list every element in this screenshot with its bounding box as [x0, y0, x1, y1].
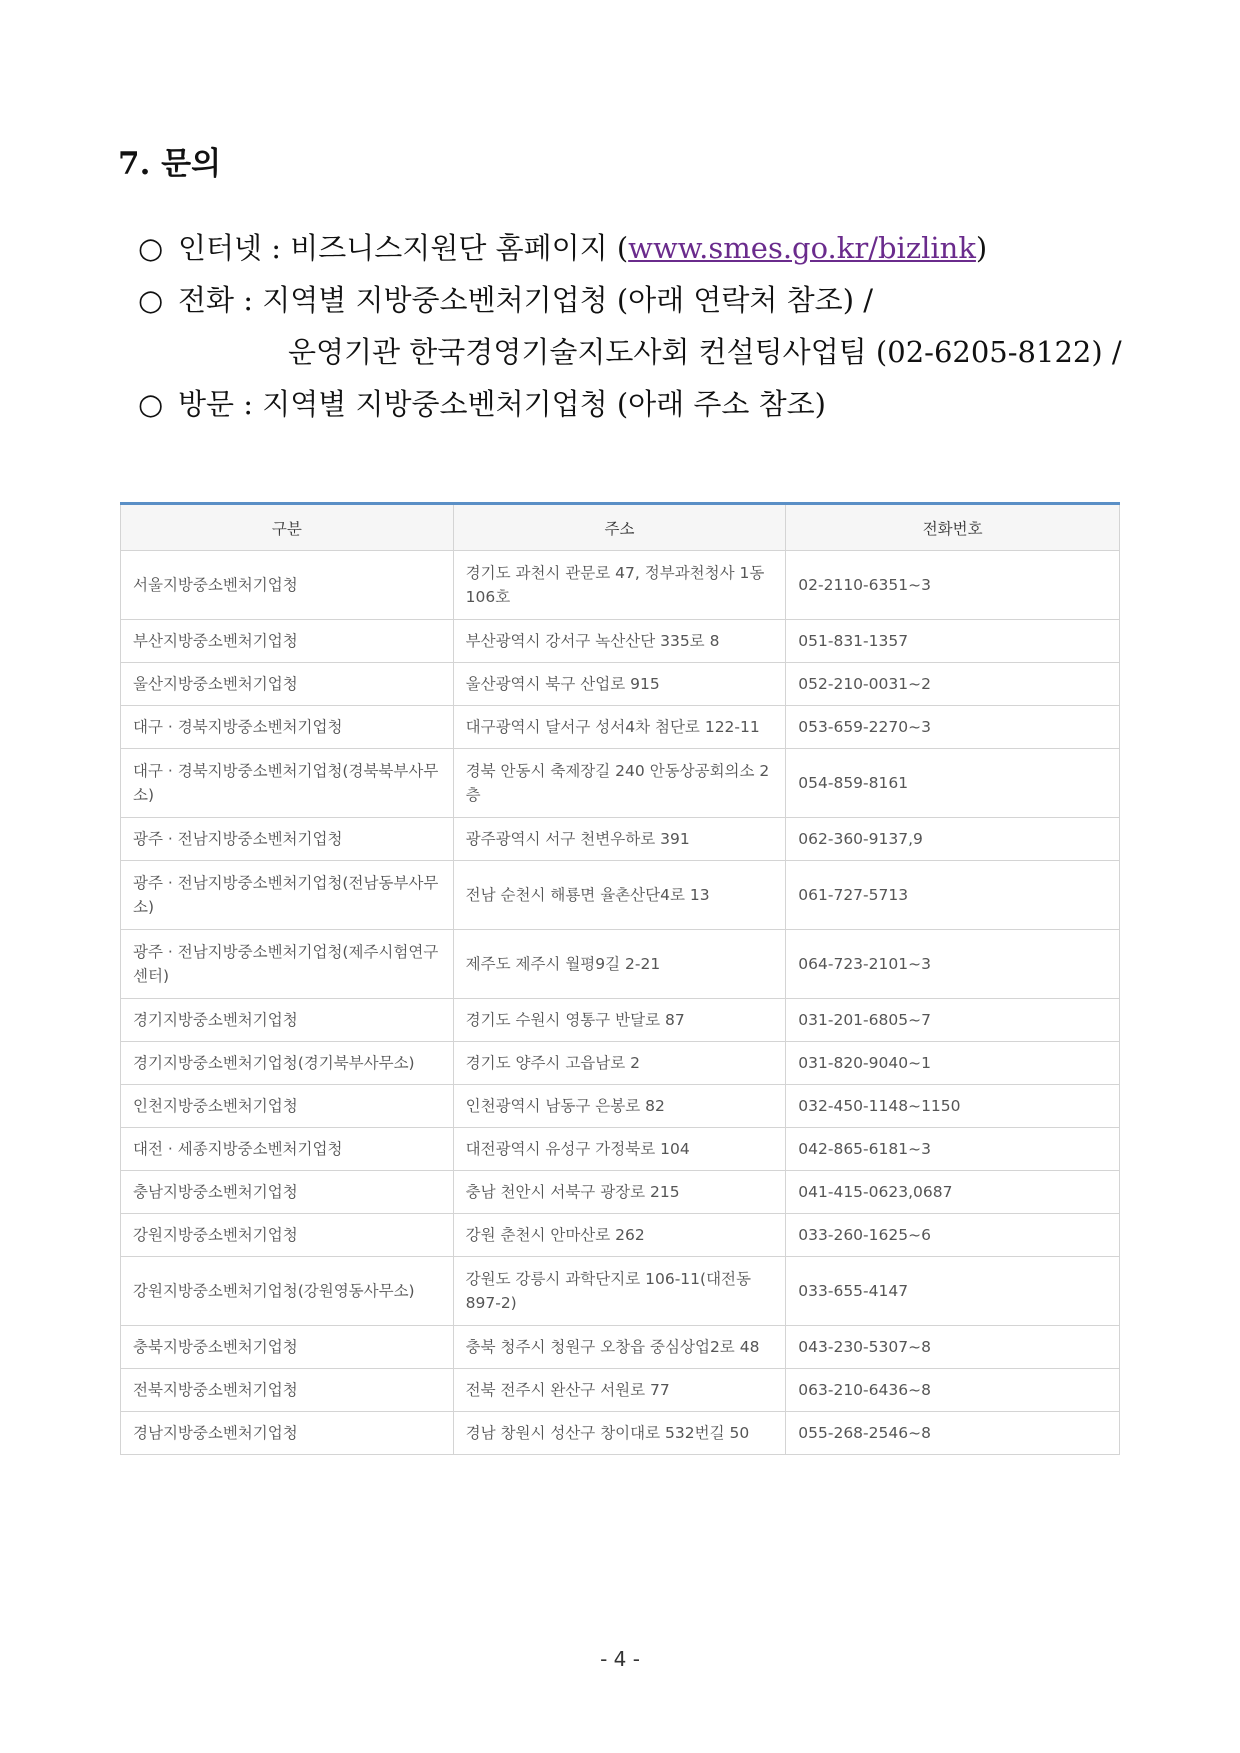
office-cell: 광주 · 전남지방중소벤처기업청(전남동부사무소)	[121, 861, 454, 930]
phone-cell: 054-859-8161	[786, 749, 1120, 818]
column-header-address: 주소	[453, 504, 786, 551]
office-cell: 인천지방중소벤처기업청	[121, 1085, 454, 1128]
office-cell: 부산지방중소벤처기업청	[121, 620, 454, 663]
address-cell: 제주도 제주시 월평9길 2-21	[453, 930, 786, 999]
table-row	[121, 999, 1120, 1042]
office-cell: 충남지방중소벤처기업청	[121, 1171, 454, 1214]
phone-contact-text: 전화 : 지역별 지방중소벤처기업청 (아래 연락처 참조) /	[178, 283, 873, 317]
table-row	[121, 930, 1120, 999]
phone-cell: 062-360-9137,9	[786, 818, 1120, 861]
table-row	[121, 1085, 1120, 1128]
address-cell: 경기도 과천시 관문로 47, 정부과천청사 1동 106호	[453, 551, 786, 620]
visit-contact-item	[138, 378, 1178, 430]
phone-cell: 042-865-6181~3	[786, 1128, 1120, 1171]
phone-cell: 043-230-5307~8	[786, 1326, 1120, 1369]
address-cell: 전북 전주시 완산구 서원로 77	[453, 1369, 786, 1412]
table-row	[121, 749, 1120, 818]
phone-contact-item	[138, 274, 1178, 326]
bullet-circle-icon: ○	[138, 283, 164, 317]
office-cell: 광주 · 전남지방중소벤처기업청	[121, 818, 454, 861]
office-cell: 충북지방중소벤처기업청	[121, 1326, 454, 1369]
internet-contact-suffix: )	[975, 231, 988, 265]
address-cell: 광주광역시 서구 천변우하로 391	[453, 818, 786, 861]
office-cell: 대전 · 세종지방중소벤처기업청	[121, 1128, 454, 1171]
table-row	[121, 1257, 1120, 1326]
internet-contact-text: 인터넷 : 비즈니스지원단 홈페이지 (	[178, 231, 629, 265]
table-header-row	[121, 504, 1120, 551]
phone-cell: 033-655-4147	[786, 1257, 1120, 1326]
phone-cell: 064-723-2101~3	[786, 930, 1120, 999]
phone-cell: 053-659-2270~3	[786, 706, 1120, 749]
phone-cell: 033-260-1625~6	[786, 1214, 1120, 1257]
office-cell: 강원지방중소벤처기업청	[121, 1214, 454, 1257]
address-cell: 강원도 강릉시 과학단지로 106-11(대전동 897-2)	[453, 1257, 786, 1326]
regional-office-table	[120, 502, 1120, 1455]
address-cell: 강원 춘천시 안마산로 262	[453, 1214, 786, 1257]
phone-cell: 02-2110-6351~3	[786, 551, 1120, 620]
bizlink-website-link[interactable]: www.smes.go.kr/bizlink	[628, 231, 976, 265]
column-header-office: 구분	[121, 504, 454, 551]
page-number: - 4 -	[600, 1647, 640, 1671]
table-row	[121, 1042, 1120, 1085]
office-cell: 경기지방중소벤처기업청	[121, 999, 454, 1042]
visit-contact-text: 방문 : 지역별 지방중소벤처기업청 (아래 주소 참조)	[178, 387, 826, 421]
phone-cell: 052-210-0031~2	[786, 663, 1120, 706]
table-row	[121, 1171, 1120, 1214]
office-cell: 서울지방중소벤처기업청	[121, 551, 454, 620]
table-row	[121, 1326, 1120, 1369]
table-row	[121, 620, 1120, 663]
address-cell: 충남 천안시 서북구 광장로 215	[453, 1171, 786, 1214]
phone-cell: 031-201-6805~7	[786, 999, 1120, 1042]
office-cell: 경기지방중소벤처기업청(경기북부사무소)	[121, 1042, 454, 1085]
phone-cell: 051-831-1357	[786, 620, 1120, 663]
office-cell: 경남지방중소벤처기업청	[121, 1412, 454, 1455]
address-cell: 전남 순천시 해룡면 율촌산단4로 13	[453, 861, 786, 930]
bullet-circle-icon: ○	[138, 387, 164, 421]
address-cell: 충북 청주시 청원구 오창읍 중심상업2로 48	[453, 1326, 786, 1369]
table-row	[121, 1369, 1120, 1412]
address-cell: 경기도 수원시 영통구 반달로 87	[453, 999, 786, 1042]
office-cell: 강원지방중소벤처기업청(강원영동사무소)	[121, 1257, 454, 1326]
table-row	[121, 1412, 1120, 1455]
table-row	[121, 663, 1120, 706]
address-cell: 인천광역시 남동구 은봉로 82	[453, 1085, 786, 1128]
phone-cell: 061-727-5713	[786, 861, 1120, 930]
table-row	[121, 1214, 1120, 1257]
office-cell: 대구 · 경북지방중소벤처기업청	[121, 706, 454, 749]
column-header-phone: 전화번호	[786, 504, 1120, 551]
address-cell: 대전광역시 유성구 가정북로 104	[453, 1128, 786, 1171]
contact-info-list	[138, 222, 1178, 430]
address-cell: 경기도 양주시 고읍남로 2	[453, 1042, 786, 1085]
internet-contact-item	[138, 222, 1178, 274]
table-row	[121, 551, 1120, 620]
address-cell: 부산광역시 강서구 녹산산단 335로 8	[453, 620, 786, 663]
office-cell: 광주 · 전남지방중소벤처기업청(제주시험연구센터)	[121, 930, 454, 999]
office-cell: 전북지방중소벤처기업청	[121, 1369, 454, 1412]
office-cell: 울산지방중소벤처기업청	[121, 663, 454, 706]
phone-cell: 032-450-1148~1150	[786, 1085, 1120, 1128]
address-cell: 울산광역시 북구 산업로 915	[453, 663, 786, 706]
table-row	[121, 861, 1120, 930]
bullet-circle-icon: ○	[138, 231, 164, 265]
office-cell: 대구 · 경북지방중소벤처기업청(경북북부사무소)	[121, 749, 454, 818]
phone-cell: 063-210-6436~8	[786, 1369, 1120, 1412]
table-row	[121, 1128, 1120, 1171]
phone-cell: 041-415-0623,0687	[786, 1171, 1120, 1214]
phone-contact-continuation: 운영기관 한국경영기술지도사회 컨설팅사업팀 (02-6205-8122) /	[288, 335, 1122, 369]
table-row	[121, 818, 1120, 861]
address-cell: 경남 창원시 성산구 창이대로 532번길 50	[453, 1412, 786, 1455]
table-row	[121, 706, 1120, 749]
address-cell: 경북 안동시 축제장길 240 안동상공회의소 2층	[453, 749, 786, 818]
phone-cell: 031-820-9040~1	[786, 1042, 1120, 1085]
address-cell: 대구광역시 달서구 성서4차 첨단로 122-11	[453, 706, 786, 749]
section-title: 7. 문의	[118, 146, 222, 182]
phone-cell: 055-268-2546~8	[786, 1412, 1120, 1455]
